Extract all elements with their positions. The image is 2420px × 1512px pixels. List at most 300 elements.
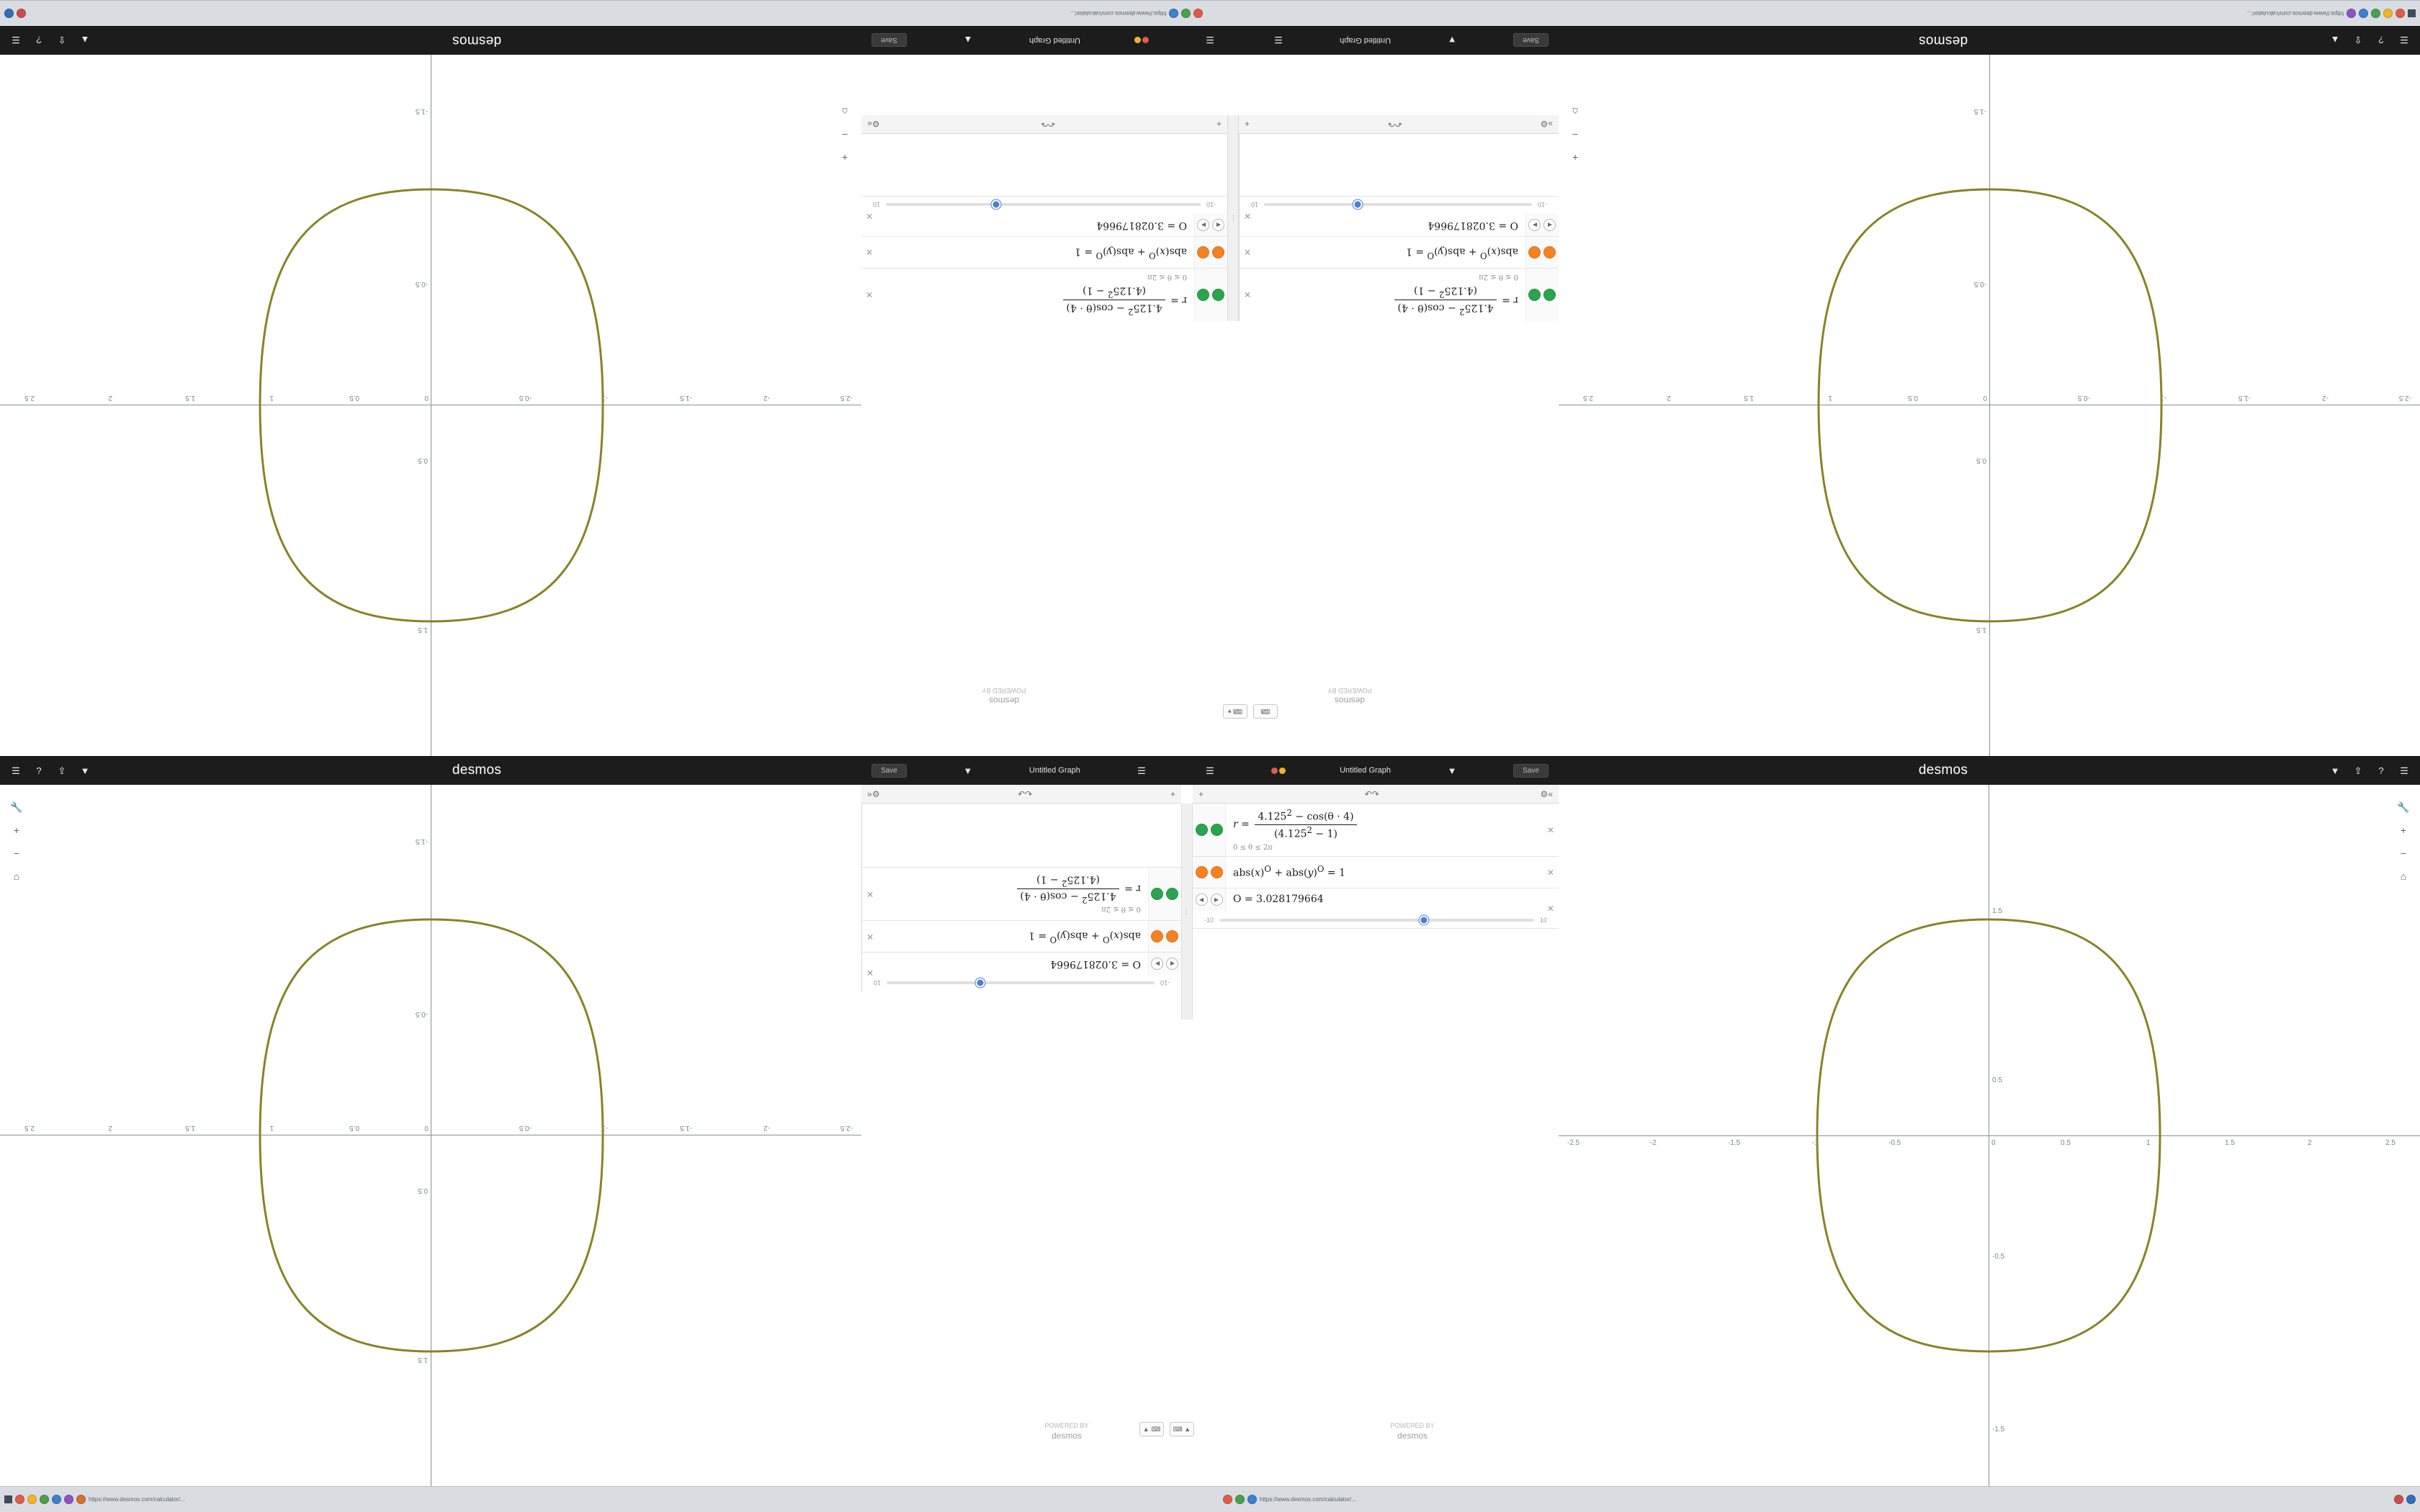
x-tick: -2	[1650, 1139, 1657, 1147]
share-icon[interactable]: ⇪	[58, 35, 66, 46]
question-icon[interactable]: ?	[2378, 765, 2384, 776]
expression-color-tag[interactable]	[1525, 269, 1559, 321]
share-icon[interactable]: ⇪	[58, 765, 66, 776]
step-back-button[interactable]: ◀	[1213, 219, 1225, 231]
squircle-curve	[1559, 785, 2420, 1486]
redo-button[interactable]: ↷	[1041, 119, 1049, 130]
expression-panes-middle-lower	[861, 785, 1559, 1486]
zoom-in-button[interactable]: +	[2396, 822, 2411, 838]
graph-zoom-controls[interactable]	[2394, 799, 2413, 884]
graph-pane-left[interactable]	[1559, 55, 2420, 756]
x-tick: 2.5	[1583, 394, 1593, 402]
add-expression-button[interactable]: +	[1216, 119, 1222, 130]
undo-button[interactable]: ↶	[1364, 788, 1372, 799]
x-tick: -2	[2322, 394, 2329, 402]
graph-title[interactable]: Untitled Graph	[1340, 36, 1392, 45]
color-swatch-icon[interactable]	[1213, 246, 1225, 258]
add-expression-button[interactable]: +	[1245, 119, 1250, 130]
hamburger-icon[interactable]: ☰	[12, 35, 20, 46]
close-icon[interactable]: ✕	[866, 289, 874, 300]
pane-resize-handle[interactable]: ⋮	[1227, 115, 1239, 321]
expression-list-b[interactable]	[861, 134, 1227, 321]
y-tick: 0.5	[1992, 1076, 2002, 1084]
keyboard-icon[interactable]: ▲ ⌨	[1139, 1422, 1164, 1436]
tab-dot[interactable]	[2371, 9, 2380, 18]
header-middle[interactable]	[861, 26, 1559, 55]
tab-dot[interactable]	[1194, 9, 1204, 18]
step-forward-button[interactable]: ▶	[1211, 894, 1223, 906]
implicit-equation-math[interactable]: $abs(x)^O + abs(y)^O = 1$	[1075, 246, 1187, 261]
slider-max-label: 10	[1539, 916, 1547, 924]
x-tick: -2	[763, 1124, 770, 1132]
expression-list-a[interactable]	[1239, 134, 1559, 321]
gear-icon[interactable]: ⚙	[871, 788, 880, 799]
x-tick: 2	[2308, 1139, 2312, 1147]
tab-dot[interactable]	[52, 1495, 61, 1504]
graph-pane-right[interactable]	[0, 55, 861, 756]
x-tick: -0.5	[2077, 394, 2090, 402]
keyboard-icon[interactable]: ⌨ ▾	[1223, 704, 1247, 719]
zoom-in-button[interactable]: +	[9, 822, 24, 838]
x-tick: 1.5	[2225, 1139, 2235, 1147]
expression-color-tag[interactable]	[1193, 804, 1226, 856]
keyboard-icon[interactable]: ⌨	[1253, 704, 1278, 719]
header-middle[interactable]	[861, 756, 1559, 785]
y-tick: -0.5	[1973, 280, 1986, 288]
slider-stepper[interactable]	[1193, 888, 1226, 911]
expression-color-tag[interactable]	[1525, 237, 1559, 268]
graph-canvas[interactable]	[0, 55, 861, 756]
close-icon[interactable]: ✕	[866, 247, 874, 258]
slider-min-label: -10	[1204, 916, 1214, 924]
y-tick: -0.5	[415, 1010, 428, 1018]
expression-list-c[interactable]	[861, 804, 1181, 992]
share-icon[interactable]: ⇪	[2354, 35, 2362, 46]
tab-dot[interactable]	[4, 9, 14, 18]
tab-dot[interactable]	[1170, 9, 1179, 18]
expression-content[interactable]	[1226, 804, 1559, 856]
implicit-equation-math[interactable]: $abs(x)^O + abs(y)^O = 1$	[1233, 864, 1345, 879]
header-right[interactable]	[1559, 756, 2420, 785]
expression-toolbar-b[interactable]	[861, 115, 1227, 134]
x-tick: 0.5	[2061, 1139, 2071, 1147]
wrench-icon[interactable]: 🔧	[9, 799, 24, 815]
expression-toolbar-a[interactable]	[1239, 115, 1559, 134]
hamburger-icon[interactable]: ☰	[12, 765, 20, 776]
slider-stepper[interactable]	[1194, 214, 1227, 236]
x-tick: 0.5	[349, 1124, 359, 1132]
zoom-out-button[interactable]: −	[837, 127, 853, 143]
undo-button[interactable]: ↶	[1394, 119, 1402, 130]
x-tick: 2	[108, 1124, 112, 1132]
chevron-down-icon[interactable]: ▼	[2330, 765, 2340, 776]
tab-dot[interactable]	[1182, 9, 1191, 18]
tab-dot[interactable]	[2347, 9, 2356, 18]
color-swatch-icon[interactable]	[1196, 866, 1208, 878]
graph-pane-right-lower[interactable]	[1559, 785, 2420, 1486]
variable-value-math[interactable]: O = 3.028179664	[1096, 219, 1187, 231]
x-tick: 1.5	[1744, 394, 1754, 402]
expression-color-tag[interactable]	[1148, 921, 1181, 952]
slider-stepper[interactable]	[1148, 953, 1181, 975]
hamburger-icon[interactable]: ☰	[1206, 765, 1214, 776]
color-swatch-icon[interactable]	[1198, 246, 1210, 258]
x-tick: 0.5	[1908, 394, 1918, 402]
powered-by-desmos: desmos POWERED BY	[982, 687, 1026, 706]
x-tick: 1	[1828, 394, 1832, 402]
gear-icon[interactable]: ⚙	[1540, 788, 1549, 799]
domain-range-label: 0 ≤ θ ≤ 2π	[1479, 272, 1518, 281]
save-button[interactable]: Save	[1513, 764, 1549, 778]
expression-content[interactable]	[861, 237, 1194, 268]
save-button[interactable]: Save	[871, 34, 907, 48]
redo-button[interactable]: ↷	[1371, 788, 1379, 799]
zoom-in-button[interactable]: +	[837, 150, 853, 166]
expression-row[interactable]	[861, 236, 1227, 268]
tab-dot[interactable]	[2394, 1495, 2403, 1504]
expression-content[interactable]	[862, 953, 1148, 975]
step-back-button[interactable]: ◀	[1167, 958, 1179, 970]
graph-canvas[interactable]	[1559, 785, 2420, 1486]
check-circle-icon[interactable]	[1198, 289, 1210, 301]
y-tick: 1.5	[418, 1356, 428, 1364]
expression-content[interactable]	[861, 214, 1194, 236]
undo-button[interactable]: ↶	[1048, 119, 1056, 130]
graph-pane-left-lower[interactable]	[0, 785, 861, 1486]
x-tick: 1	[2146, 1139, 2151, 1147]
slider-knob[interactable]	[976, 978, 985, 988]
x-tick: 0.5	[349, 394, 359, 402]
desmos-logo[interactable]: desmos	[1918, 33, 1968, 48]
slider-control[interactable]	[862, 975, 1181, 992]
chevron-down-icon[interactable]: ▼	[1447, 765, 1457, 776]
slider-track[interactable]	[1219, 919, 1534, 922]
slider-max-label: 10	[874, 979, 882, 986]
add-expression-button[interactable]: +	[1198, 788, 1204, 799]
slider-track[interactable]	[1264, 203, 1532, 206]
expression-row[interactable]	[862, 920, 1181, 952]
check-circle-icon[interactable]	[1544, 289, 1556, 301]
close-icon[interactable]: ✕	[866, 967, 874, 978]
step-back-button[interactable]: ◀	[1196, 894, 1208, 906]
step-forward-button[interactable]: ▶	[1529, 219, 1541, 231]
chevron-double-left-icon[interactable]: «	[867, 119, 872, 130]
x-tick: 2	[1667, 394, 1671, 402]
zoom-out-button[interactable]: −	[1567, 127, 1583, 143]
tab-dot[interactable]	[2406, 1495, 2416, 1504]
y-tick: -1.5	[1973, 107, 1986, 115]
step-back-button[interactable]: ◀	[1544, 219, 1556, 231]
powered-by-desmos: POWERED BY desmos	[1044, 1422, 1089, 1441]
home-button[interactable]: ⌂	[1567, 104, 1583, 120]
x-tick: 0	[424, 394, 429, 402]
header-right[interactable]	[0, 26, 861, 55]
slider-knob[interactable]	[1353, 200, 1363, 210]
undo-button[interactable]: ↶	[1018, 788, 1026, 799]
slider-knob[interactable]	[991, 200, 1000, 210]
chevron-down-icon[interactable]: ▼	[963, 765, 973, 776]
close-icon[interactable]: ✕	[866, 931, 874, 942]
avatar[interactable]	[1134, 37, 1149, 44]
chevron-double-right-icon[interactable]: »	[867, 788, 872, 799]
hamburger-icon[interactable]: ☰	[1206, 35, 1214, 46]
address-bar-text[interactable]: https://www.desmos.com/calculator/...	[1260, 1496, 1356, 1503]
x-tick: 0	[1991, 1139, 1996, 1147]
expression-content[interactable]	[861, 269, 1194, 321]
window-control[interactable]	[2408, 9, 2416, 17]
y-tick: -0.5	[1992, 1253, 2005, 1261]
y-tick: -1.5	[1992, 1426, 2005, 1434]
expression-toolbar-c[interactable]	[861, 785, 1181, 804]
desmos-header-upper[interactable]	[0, 26, 2420, 55]
question-icon[interactable]: ?	[2378, 35, 2384, 46]
check-circle-icon[interactable]	[1152, 888, 1164, 900]
expression-color-tag[interactable]	[1194, 237, 1227, 268]
x-tick: -1	[601, 394, 608, 402]
address-bar-text[interactable]: https://www.desmos.com/calculator/...	[1070, 10, 1167, 17]
close-icon[interactable]: ✕	[1244, 247, 1252, 258]
slider-track[interactable]	[887, 981, 1155, 984]
zoom-out-button[interactable]: −	[9, 845, 24, 861]
tab-dot[interactable]	[1223, 1495, 1232, 1504]
address-bar-text[interactable]: https://www.desmos.com/calculator/...	[2247, 10, 2344, 17]
check-circle-icon[interactable]	[1529, 289, 1541, 301]
color-swatch-icon[interactable]	[1167, 930, 1179, 942]
zoom-out-button[interactable]: −	[2396, 845, 2411, 861]
x-tick: 1	[269, 1124, 274, 1132]
x-tick: 1.5	[185, 1124, 195, 1132]
implicit-equation-math[interactable]: $abs(x)^O + abs(y)^O = 1$	[1028, 930, 1141, 945]
step-forward-button[interactable]: ▶	[1198, 219, 1210, 231]
graph-zoom-controls[interactable]	[7, 799, 26, 884]
close-icon[interactable]: ✕	[1546, 824, 1554, 835]
save-button[interactable]: Save	[1513, 34, 1549, 48]
graph-title[interactable]: Untitled Graph	[1028, 766, 1080, 775]
graph-title[interactable]: Untitled Graph	[1028, 36, 1080, 45]
graph-zoom-controls[interactable]	[835, 104, 854, 166]
x-tick: 2.5	[2385, 1139, 2396, 1147]
expression-row[interactable]	[1193, 804, 1559, 857]
tab-dot[interactable]	[1247, 1495, 1257, 1504]
keyboard-toggle-cluster[interactable]	[1139, 1422, 1194, 1436]
redo-button[interactable]: ↷	[1387, 119, 1395, 130]
expression-row[interactable]	[1240, 236, 1559, 268]
tab-dot[interactable]	[40, 1495, 49, 1504]
x-tick: -2.5	[1567, 1139, 1580, 1147]
x-tick: -2.5	[840, 1124, 853, 1132]
slider-stepper[interactable]	[1525, 214, 1559, 236]
header-left[interactable]	[1559, 26, 2420, 55]
slider-control[interactable]	[1193, 911, 1559, 928]
color-swatch-icon[interactable]	[1529, 246, 1541, 258]
step-forward-button[interactable]: ▶	[1152, 958, 1164, 970]
y-tick: 0.5	[418, 456, 428, 464]
graph-canvas[interactable]	[1559, 55, 2420, 756]
tab-dot[interactable]	[2359, 9, 2368, 18]
tab-dot[interactable]	[17, 9, 26, 18]
pane-resize-handle[interactable]: ⋮	[1181, 804, 1193, 1020]
expression-row[interactable]	[862, 867, 1181, 920]
share-icon[interactable]: ⇪	[2354, 765, 2362, 776]
expression-content[interactable]	[862, 921, 1148, 952]
wrench-icon[interactable]: 🔧	[2396, 799, 2411, 815]
hamburger-icon[interactable]: ☰	[1274, 35, 1283, 46]
y-tick: 0.5	[1976, 456, 1986, 464]
x-tick: 1	[269, 394, 274, 402]
squircle-curve	[0, 55, 861, 756]
variable-value-math[interactable]: O = 3.028179664	[1428, 219, 1518, 231]
home-button[interactable]: ⌂	[837, 104, 853, 120]
chevron-up-icon[interactable]: ▲	[80, 35, 90, 46]
powered-by-desmos: desmos POWERED BY	[1327, 687, 1372, 706]
slider-control[interactable]	[861, 197, 1227, 214]
color-swatch-icon[interactable]	[1544, 246, 1556, 258]
graph-zoom-controls[interactable]	[1566, 104, 1585, 166]
check-circle-icon[interactable]	[1213, 289, 1225, 301]
home-button[interactable]: ⌂	[2396, 868, 2411, 884]
expression-row[interactable]	[1193, 857, 1559, 888]
x-tick: -1.5	[679, 1124, 692, 1132]
browser-chrome-top[interactable]	[0, 0, 2420, 26]
check-circle-icon[interactable]	[1167, 888, 1179, 900]
slider-max-label: 10	[1251, 201, 1259, 209]
x-tick: 0	[1983, 394, 1987, 402]
domain-range-label: 0 ≤ θ ≤ 2π	[1233, 844, 1273, 852]
polar-equation-math[interactable]: r = $4.125^2 - \cos(\theta \cdot 4)$ $(4.125^2 - 1)$	[882, 872, 1141, 905]
slider-control[interactable]	[1240, 197, 1559, 214]
x-tick: 0	[424, 1124, 429, 1132]
question-icon[interactable]: ?	[36, 765, 42, 776]
x-tick: 1.5	[185, 394, 195, 402]
expression-row-slider[interactable]	[862, 952, 1181, 992]
x-tick: 2.5	[24, 1124, 35, 1132]
upper-mirrored-window	[0, 26, 2420, 756]
expression-content[interactable]	[1240, 214, 1525, 236]
x-tick: -1.5	[679, 394, 692, 402]
color-swatch-icon[interactable]	[1152, 930, 1164, 942]
expression-content[interactable]	[1226, 857, 1559, 888]
expression-panes-middle	[861, 55, 1559, 756]
x-tick: -0.5	[1888, 1139, 1901, 1147]
check-circle-icon[interactable]	[1196, 824, 1208, 836]
desmos-logo[interactable]: desmos	[452, 762, 502, 778]
gear-icon[interactable]: ⚙	[871, 119, 880, 130]
chevron-up-icon[interactable]: ▲	[963, 35, 973, 46]
tab-dot[interactable]	[76, 1495, 86, 1504]
tab-dot[interactable]	[64, 1495, 73, 1504]
color-swatch-icon[interactable]	[1211, 866, 1223, 878]
expression-row-slider[interactable]	[1193, 888, 1559, 929]
expression-list-d[interactable]	[1193, 804, 1559, 992]
avatar[interactable]	[1271, 768, 1286, 774]
expression-row-slider[interactable]	[861, 196, 1227, 236]
x-tick: 2.5	[24, 394, 35, 402]
redo-button[interactable]: ↷	[1025, 788, 1033, 799]
expression-content[interactable]	[1240, 237, 1525, 268]
check-circle-icon[interactable]	[1211, 824, 1223, 836]
polar-equation-math[interactable]: r = $4.125^2 - \cos(\theta \cdot 4)$ $(4.125^2 - 1)$	[882, 284, 1187, 317]
expression-content[interactable]	[1240, 269, 1525, 321]
close-icon[interactable]: ✕	[866, 211, 874, 222]
header-left[interactable]	[0, 756, 861, 785]
save-button[interactable]: Save	[871, 764, 907, 778]
implicit-equation-math[interactable]: $abs(x)^O + abs(y)^O = 1$	[1406, 246, 1518, 261]
desmos-logo[interactable]: desmos	[1918, 762, 1968, 778]
chevron-double-right-icon[interactable]: »	[1548, 119, 1553, 130]
window-control[interactable]	[4, 1495, 12, 1503]
close-icon[interactable]: ✕	[1244, 289, 1252, 300]
tab-dot[interactable]	[27, 1495, 37, 1504]
squircle-curve	[0, 785, 861, 1486]
x-tick: -2.5	[840, 394, 853, 402]
x-tick: -0.5	[519, 394, 532, 402]
hamburger-icon[interactable]: ☰	[2400, 765, 2408, 776]
keyboard-toggle-cluster[interactable]	[1223, 704, 1278, 719]
expression-color-tag[interactable]	[1148, 868, 1181, 920]
keyboard-icon[interactable]: ⌨ ▲	[1170, 1422, 1194, 1436]
slider-knob[interactable]	[1420, 915, 1429, 924]
expression-content[interactable]	[1226, 888, 1559, 911]
home-button[interactable]: ⌂	[9, 868, 24, 884]
hamburger-icon[interactable]: ☰	[2400, 35, 2408, 46]
expression-color-tag[interactable]	[1194, 269, 1227, 321]
expression-color-tag[interactable]	[1193, 857, 1226, 888]
tab-dot[interactable]	[2396, 9, 2405, 18]
gear-icon[interactable]: ⚙	[1540, 119, 1549, 130]
slider-min-label: -10	[1206, 201, 1216, 209]
tab-dot[interactable]	[2383, 9, 2393, 18]
tab-dot[interactable]	[15, 1495, 24, 1504]
expression-row-slider[interactable]	[1240, 196, 1559, 236]
close-icon[interactable]: ✕	[1244, 211, 1252, 222]
x-tick: -1	[601, 1124, 608, 1132]
wrench-icon[interactable]: +	[1567, 150, 1583, 166]
desmos-logo[interactable]: desmos	[452, 33, 502, 48]
chevron-up-icon[interactable]: ▲	[2330, 35, 2340, 46]
polar-equation-math[interactable]: r = $\frac{4.125^2 - \cos(\theta \cdot 4)}{(4.125^2 - 1)}$	[1233, 808, 1538, 841]
x-tick: -1	[1812, 1139, 1819, 1147]
slider-max-label: 10	[873, 201, 881, 209]
chevron-down-icon[interactable]: ▼	[80, 765, 90, 776]
expression-toolbar-d[interactable]	[1193, 785, 1559, 804]
close-icon[interactable]: ✕	[1546, 867, 1554, 878]
address-bar-text[interactable]: https://www.desmos.com/calculator/...	[89, 1496, 185, 1503]
chevron-double-left-icon[interactable]: «	[1548, 788, 1553, 799]
graph-title[interactable]: Untitled Graph	[1340, 766, 1392, 775]
expression-content[interactable]	[862, 868, 1148, 920]
add-expression-button[interactable]: +	[1170, 788, 1175, 799]
browser-chrome-bottom[interactable]	[0, 1486, 2420, 1512]
y-tick: -0.5	[415, 280, 428, 288]
x-tick: -1.5	[1728, 1139, 1741, 1147]
slider-track[interactable]	[886, 203, 1201, 206]
variable-value-math[interactable]: O = 3.028179664	[1233, 894, 1324, 906]
polar-equation-math[interactable]: r = $4.125^2 - \cos(\theta \cdot 4)$ $(4.125^2 - 1)$	[1260, 284, 1518, 317]
tab-dot[interactable]	[1235, 1495, 1245, 1504]
chevron-down-icon[interactable]: ▼	[1447, 35, 1457, 46]
y-tick: -1.5	[415, 837, 428, 845]
expression-row[interactable]	[861, 268, 1227, 321]
question-icon[interactable]: ?	[36, 35, 42, 46]
graph-canvas[interactable]	[0, 785, 861, 1486]
desmos-header-lower[interactable]	[0, 756, 2420, 785]
y-tick: -1.5	[415, 107, 428, 115]
variable-value-math[interactable]: O = 3.028179664	[1050, 958, 1141, 970]
expression-row[interactable]	[1240, 268, 1559, 321]
close-icon[interactable]: ✕	[1546, 903, 1554, 914]
hamburger-icon[interactable]: ☰	[1137, 765, 1146, 776]
close-icon[interactable]: ✕	[866, 888, 874, 899]
